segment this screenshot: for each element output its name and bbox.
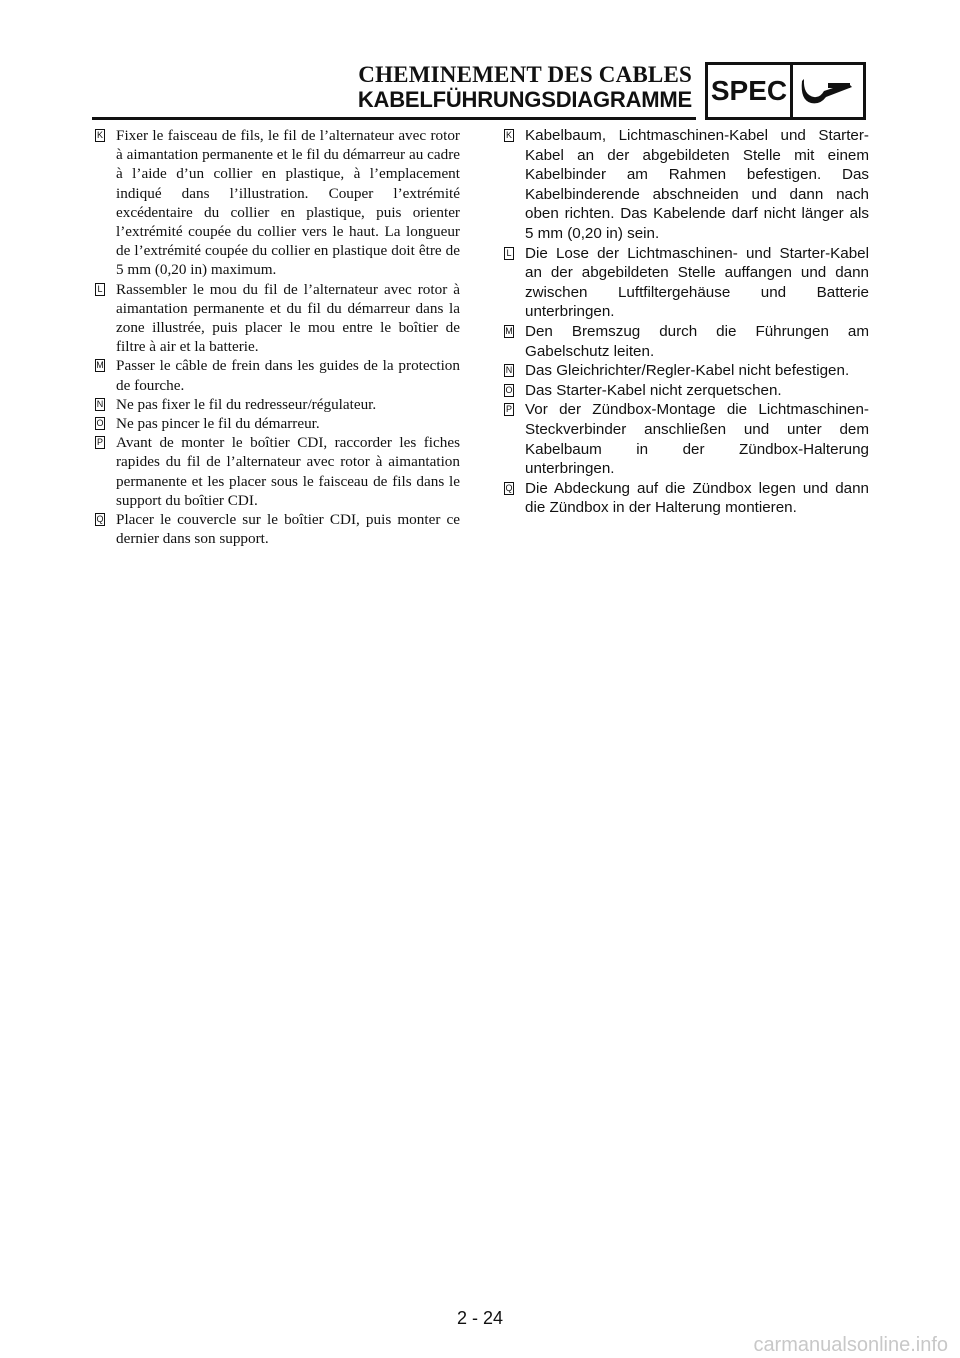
instruction-item <box>94 433 460 510</box>
page-number: 2 - 24 <box>456 1308 504 1328</box>
item-marker: O <box>96 418 104 429</box>
item-text: Placer le couvercle sur le boîtier CDI, puis monter ce dernier dans son support. <box>116 511 460 548</box>
item-marker: N <box>505 365 513 376</box>
header-title-french: CHEMINEMENT DES CABLES <box>358 62 692 87</box>
item-text: Die Abdeckung auf die Zündbox legen und dann die Zündbox in der Halterung montieren. <box>525 479 869 517</box>
instruction-item <box>94 395 460 414</box>
item-marker: M <box>505 325 513 336</box>
item-text: Passer le câble de frein dans les guides de la protection de fourche. <box>116 357 460 394</box>
instruction-item <box>94 280 460 357</box>
instruction-item <box>503 400 869 478</box>
item-marker: P <box>96 437 103 448</box>
item-text: Rassembler le mou du fil de l’alternateur avec rotor à aimantation permanente et du fil du démarreur dans la zone illustrée, puis placer le mou entre le boîtier de filtre à air et la batterie. <box>116 280 460 356</box>
item-text: Das Starter-Kabel nicht zerquetschen. <box>525 381 782 399</box>
item-text: Das Gleichrichter/Regler-Kabel nicht befestigen. <box>525 362 850 380</box>
instruction-item <box>94 510 460 548</box>
item-marker: Q <box>505 482 513 493</box>
spec-badge: SPEC <box>705 62 793 120</box>
item-text: Avant de monter le boîtier CDI, raccorder les fiches rapides du fil de l’alternateur avec rotor à aimantation permanente et les placer sous le faisceau de fils dans le support du boîtier CDI. <box>116 434 460 509</box>
instruction-item <box>94 126 460 280</box>
item-marker: L <box>504 247 514 260</box>
wrench-icon <box>798 73 858 109</box>
item-text: Fixer le faisceau de fils, le fil de l’alternateur avec rotor à aimantation permanente et le fil du démarreur au cadre à l’aide d’un collier en plastique, à l’emplacement indiqué dans l’illustration. Couper l’extrémité excédentaire du collier en plastique, puis orienter l’extrémité coupée du collier vers le haut. La longueur de l’extrémité coupée du collier en plastique doit être de 5 mm (0,20 in) maximum. <box>116 127 460 279</box>
item-text: Ne pas fixer le fil du redresseur/régulateur. <box>116 395 377 413</box>
item-marker: K <box>505 130 512 140</box>
item-text: Die Lose der Lichtmaschinen- und Starter-Kabel an der abgebildeten Stelle auffangen und dann zwischen Luftfiltergehäuse und Batterie unterbringen. <box>525 244 869 321</box>
item-text: Vor der Zündbox-Montage die Lichtmaschinen-Steckverbinder anschließen und unter dem Kabelbaum in der Zündbox-Halterung unterbringen. <box>525 401 869 478</box>
instruction-item <box>503 126 869 244</box>
item-marker: O <box>505 384 513 395</box>
instruction-item <box>503 244 869 322</box>
item-text: Ne pas pincer le fil du démarreur. <box>116 415 320 433</box>
item-marker: P <box>505 404 512 415</box>
item-marker: Q <box>96 514 104 525</box>
item-marker: K <box>96 130 103 140</box>
item-text: Den Bremszug durch die Führungen am Gabelschutz leiten. <box>525 322 869 360</box>
item-text: Kabelbaum, Lichtmaschinen-Kabel und Starter-Kabel an der abgebildeten Stelle mit einem Kabelbinder am Rahmen befestigen. Das Kabelbinderende abschneiden und dann nach oben richten. Das Kabelende darf nicht länger als 5 mm (0,20 in) sein. <box>525 127 869 242</box>
instruction-item <box>503 381 869 401</box>
header-title-german: KABELFÜHRUNGSDIAGRAMME <box>357 87 692 112</box>
instruction-item <box>94 414 460 433</box>
french-instructions <box>94 126 460 548</box>
item-marker: L <box>95 283 105 296</box>
header-rule <box>92 117 696 120</box>
german-instructions <box>503 126 869 518</box>
watermark: carmanualsonline.info <box>753 1334 948 1356</box>
instruction-item <box>503 479 869 518</box>
instruction-item <box>503 361 869 381</box>
instruction-item <box>94 356 460 394</box>
item-marker: N <box>96 398 104 409</box>
instruction-item <box>503 322 869 361</box>
item-marker: M <box>96 360 104 371</box>
tool-badge <box>790 62 866 120</box>
